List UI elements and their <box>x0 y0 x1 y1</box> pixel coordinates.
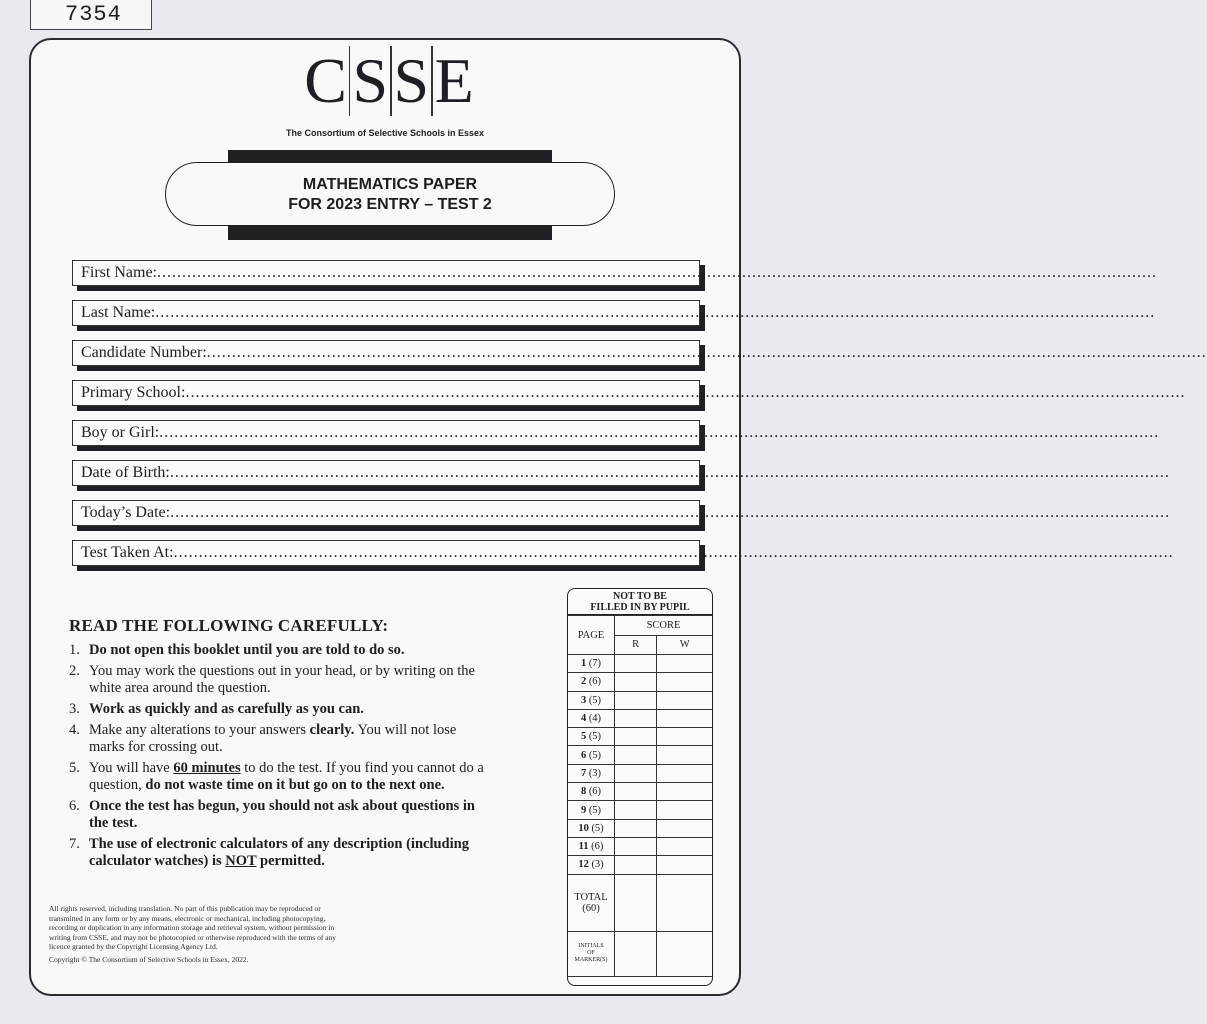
item-number: 6. <box>69 798 80 814</box>
total-wrong-cell[interactable] <box>657 874 712 931</box>
csse-logo <box>289 45 489 116</box>
marking-table <box>567 588 713 986</box>
page-cell <box>568 673 615 691</box>
field-label: Candidate Number: <box>81 344 207 361</box>
score-grid <box>568 615 712 977</box>
score-row <box>568 691 712 709</box>
initials-right-cell[interactable] <box>615 931 657 976</box>
right-cell[interactable] <box>615 801 657 819</box>
item-number: 5. <box>69 760 80 776</box>
rights-text: All rights reserved, including translation. No part of this publication may be reproduced or transmitted in any form or by any means, electronic or mechanical, including photocopying, recording or duplication in any information storage and retrieval system, without permission in writing from CSSE, and may not be photocopied or otherwise reproduced with the terms of any licence granted by the Copyright Licensing Agency Ltd. <box>49 904 337 951</box>
marking-header <box>568 589 712 615</box>
last-name-field[interactable] <box>72 300 1156 326</box>
item-text: permitted. <box>256 853 325 869</box>
page-number: 5 <box>580 731 587 743</box>
field-label: Boy or Girl: <box>81 424 160 441</box>
right-header: R <box>615 635 657 655</box>
initials-label-cell <box>568 931 615 976</box>
page-cell <box>568 746 615 764</box>
score-row <box>568 746 712 764</box>
page-cell <box>568 819 615 837</box>
total-value: (60) <box>582 902 600 914</box>
page-marks: (3) <box>591 859 604 871</box>
right-cell[interactable] <box>615 783 657 801</box>
wrong-cell[interactable] <box>657 837 712 855</box>
dotted-line: ........................................................................................................................................................................................................ <box>157 264 1157 281</box>
item-text: You will not lose marks for crossing out. <box>89 722 457 755</box>
boy-or-girl-field[interactable] <box>72 420 1160 446</box>
initials-text: MARKER(S) <box>574 957 608 964</box>
score-row <box>568 819 712 837</box>
paper-cover <box>29 38 1207 996</box>
wrong-header: W <box>657 635 712 655</box>
page-header: PAGE <box>568 616 615 655</box>
header-line: NOT TO BE <box>613 591 667 602</box>
page-marks: (7) <box>588 658 602 670</box>
dotted-line: ........................................................................................................................................................................................................ <box>159 424 1160 441</box>
field-label: Last Name: <box>81 304 156 321</box>
dotted-line: ........................................................................................................................................................................................................ <box>155 304 1156 321</box>
score-row <box>568 856 712 874</box>
item-text: The use of electronic calculators of any description (including calculator watches) is <box>89 836 469 869</box>
field-label: Primary School: <box>81 384 186 401</box>
logo-letter: E <box>434 45 474 116</box>
score-row <box>568 764 712 782</box>
page-number: 3 <box>580 694 587 706</box>
page-marks: (3) <box>588 767 602 779</box>
wrong-cell[interactable] <box>657 691 712 709</box>
booklet-code: 7354 <box>30 0 152 30</box>
page-marks: (5) <box>591 822 604 834</box>
item-text-bold: do not waste time on it but go on to the next one. <box>145 777 445 793</box>
instructions <box>69 616 489 874</box>
right-cell[interactable] <box>615 764 657 782</box>
wrong-cell[interactable] <box>657 728 712 746</box>
score-row <box>568 709 712 727</box>
first-name-field[interactable] <box>72 260 1157 286</box>
candidate-number-field[interactable] <box>72 340 1207 366</box>
logo-letter: S <box>393 45 430 116</box>
page-marks: (6) <box>588 676 602 688</box>
score-row <box>568 783 712 801</box>
primary-school-field[interactable] <box>72 380 1186 406</box>
item-number: 3. <box>69 701 80 717</box>
dotted-line: ........................................................................................................................................................................................................ <box>173 544 1174 561</box>
dotted-line: ........................................................................................................................................................................................................ <box>206 344 1207 361</box>
wrong-cell[interactable] <box>657 655 712 673</box>
page-cell <box>568 783 615 801</box>
instructions-list <box>69 642 489 870</box>
instruction-item <box>69 663 489 697</box>
logo-letter: S <box>352 45 389 116</box>
page-marks: (5) <box>588 694 602 706</box>
score-header: SCORE <box>615 616 713 636</box>
page-number: 9 <box>580 804 587 816</box>
page-cell <box>568 691 615 709</box>
item-text-underlined: 60 minutes <box>173 760 241 776</box>
total-right-cell[interactable] <box>615 874 657 931</box>
page-number: 1 <box>580 658 587 670</box>
page-marks: (5) <box>588 804 602 816</box>
field-label: Date of Birth: <box>81 464 170 481</box>
initials-wrong-cell[interactable] <box>657 931 712 976</box>
copyright-line: Copyright © The Consortium of Selective Schools in Essex, 2022. <box>49 954 249 964</box>
item-text: to do the test. If you find you cannot do a question, <box>89 760 484 793</box>
initials-text: OF <box>587 950 595 957</box>
right-cell[interactable] <box>615 837 657 855</box>
page-marks: (6) <box>591 841 604 853</box>
paper-title <box>165 162 615 226</box>
item-text: You will have <box>89 760 174 776</box>
right-cell[interactable] <box>615 691 657 709</box>
page-cell <box>568 856 615 874</box>
page-number: 8 <box>580 786 587 798</box>
test-taken-at-field[interactable] <box>72 540 1174 566</box>
page-cell <box>568 764 615 782</box>
item-text: Make any alterations to your answers <box>89 722 310 738</box>
page-number: 4 <box>580 713 587 725</box>
total-label: TOTAL <box>574 891 608 903</box>
instruction-item <box>69 642 489 659</box>
todays-date-field[interactable] <box>72 500 1171 526</box>
right-cell[interactable] <box>615 655 657 673</box>
page-number: 11 <box>578 841 589 853</box>
page-marks: (6) <box>588 786 602 798</box>
instruction-item <box>69 701 489 718</box>
organisation-name: The Consortium of Selective Schools in Essex <box>285 128 485 138</box>
wrong-cell[interactable] <box>657 673 712 691</box>
page-cell <box>568 837 615 855</box>
page-number: 7 <box>580 767 587 779</box>
dotted-line: ........................................................................................................................................................................................................ <box>169 464 1170 481</box>
score-row <box>568 728 712 746</box>
initials-text: INITIALS <box>578 943 604 950</box>
instruction-item <box>69 722 489 756</box>
instruction-item <box>69 836 489 870</box>
wrong-cell[interactable] <box>657 764 712 782</box>
page-cell <box>568 655 615 673</box>
date-of-birth-field[interactable] <box>72 460 1170 486</box>
instruction-item <box>69 760 489 794</box>
page-marks: (5) <box>588 749 602 761</box>
item-number: 2. <box>69 663 80 679</box>
item-number: 4. <box>69 722 80 738</box>
wrong-cell[interactable] <box>657 783 712 801</box>
total-label-cell <box>568 874 615 931</box>
title-line-1: MATHEMATICS PAPER <box>302 176 478 193</box>
wrong-cell[interactable] <box>657 819 712 837</box>
right-cell[interactable] <box>615 746 657 764</box>
item-number: 7. <box>69 836 80 852</box>
instruction-item <box>69 798 489 832</box>
right-cell[interactable] <box>615 673 657 691</box>
wrong-cell[interactable] <box>657 856 712 874</box>
candidate-details <box>72 260 1207 580</box>
score-row <box>568 655 712 673</box>
wrong-cell[interactable] <box>657 709 712 727</box>
score-row <box>568 837 712 855</box>
field-label: First Name: <box>81 264 157 281</box>
field-label: Today’s Date: <box>81 504 171 521</box>
page-number: 2 <box>580 676 587 688</box>
item-text: Once the test has begun, you should not ask about questions in the test. <box>89 798 475 831</box>
wrong-cell[interactable] <box>657 746 712 764</box>
right-cell[interactable] <box>615 819 657 837</box>
title-line-2: FOR 2023 ENTRY – TEST 2 <box>288 196 492 213</box>
right-cell[interactable] <box>615 856 657 874</box>
page-cell <box>568 709 615 727</box>
score-row <box>568 801 712 819</box>
page-number: 6 <box>580 749 587 761</box>
item-text: You may work the questions out in your head, or by writing on the white area around the question. <box>89 663 475 696</box>
instructions-heading: READ THE FOLLOWING CAREFULLY: <box>69 616 389 635</box>
page-number: 12 <box>578 859 589 871</box>
logo-letter: C <box>304 45 347 116</box>
page-cell <box>568 801 615 819</box>
page-cell <box>568 728 615 746</box>
wrong-cell[interactable] <box>657 801 712 819</box>
right-cell[interactable] <box>615 709 657 727</box>
item-text-bold: clearly. <box>309 722 355 738</box>
field-label: Test Taken At: <box>81 544 174 561</box>
item-text-underlined: NOT <box>225 853 257 869</box>
copyright-notice <box>49 904 349 964</box>
dotted-line: ........................................................................................................................................................................................................ <box>170 504 1171 521</box>
page-number: 10 <box>578 822 589 834</box>
item-text: Work as quickly and as carefully as you can. <box>89 701 364 717</box>
score-row <box>568 673 712 691</box>
right-cell[interactable] <box>615 728 657 746</box>
item-text: Do not open this booklet until you are told to do so. <box>89 642 405 658</box>
item-number: 1. <box>69 642 80 658</box>
page-marks: (4) <box>588 713 602 725</box>
header-line: FILLED IN BY PUPIL <box>590 602 690 613</box>
dotted-line: ........................................................................................................................................................................................................ <box>185 384 1186 401</box>
page-marks: (5) <box>588 731 602 743</box>
